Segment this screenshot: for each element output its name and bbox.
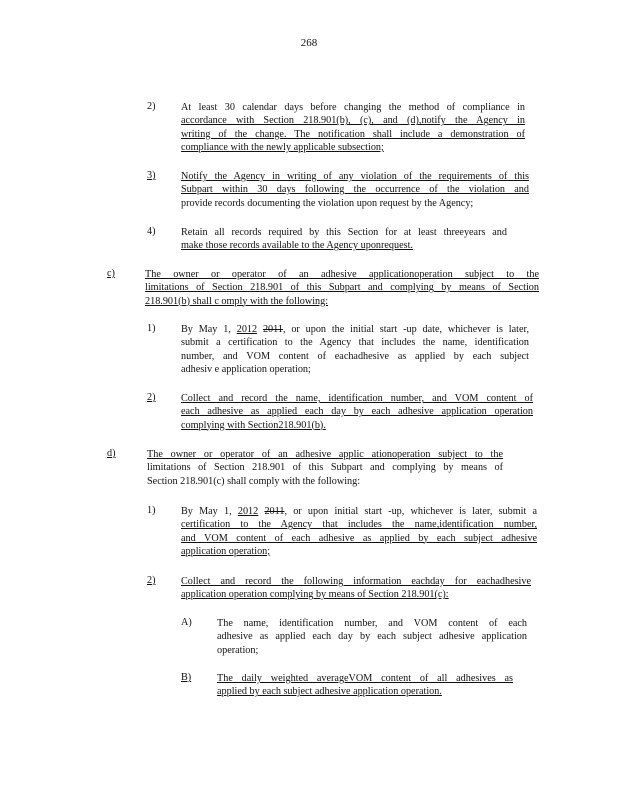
text-line: accordance with Section 218.901(b), (c), and (d),notify the Agency in	[181, 115, 525, 127]
paragraph-section-c	[145, 268, 539, 308]
paragraph-c-item-1-certification	[181, 323, 529, 376]
page-number: 268	[300, 37, 318, 49]
text-line: Notify the Agency in writing of any violation of the requirements of this	[181, 171, 529, 182]
inserted-year: 2012	[237, 506, 259, 517]
text-line: Collect and record the name, identification number, and VOM content of	[181, 393, 533, 404]
item-label: 3)	[147, 170, 156, 181]
text-line: and VOM content of each adhesive as applied by each subject adhesive	[181, 532, 537, 544]
text-line: applied by each subject adhesive application operation.	[217, 686, 442, 698]
text-line: By May 1, 2012 2011, or upon the initial start -up date, whichever is later,	[181, 324, 530, 335]
text-line: submit a certification to the Agency that includes the name, identification	[181, 337, 529, 349]
deleted-year: 2011	[264, 506, 285, 517]
paragraph-section-d	[147, 448, 503, 488]
subitem-label: B)	[181, 672, 192, 683]
text-line: compliance with the newly applicable subsection;	[181, 141, 384, 153]
text-line: The owner or operator of an adhesive applicationoperation subject to the	[145, 269, 539, 280]
text-line: application operation complying by means of Section 218.901(c):	[181, 589, 449, 601]
text-line: Subpart within 30 days following the occurrence of the violation and	[181, 184, 529, 196]
paragraph-d-item-1-certification	[181, 505, 537, 558]
paragraph-item-2-change-notice	[181, 101, 525, 154]
text-line: At least 30 calendar days before changing the method of compliance in	[181, 102, 525, 113]
text-line: The owner or operator of an adhesive applic ationoperation subject to the	[147, 449, 503, 460]
text-line: adhesiv e application operation;	[181, 363, 311, 375]
text-line: application operation;	[181, 545, 271, 557]
text-line: provide records documenting the violation upon request by the Agency;	[181, 197, 474, 209]
item-label: 2)	[147, 392, 156, 403]
item-label: 1)	[147, 323, 156, 334]
text-line: limitations of Section 218.901 of this Subpart and complying by means of Section	[145, 282, 539, 294]
text-line: number, and VOM content of eachadhesive as applied by each subject	[181, 350, 529, 362]
item-label: 1)	[147, 505, 156, 516]
text-line: complying with Section218.901(b).	[181, 419, 326, 431]
text-line: Collect and record the following information eachday for eachadhesive	[181, 576, 531, 587]
text-line: certification to the Agency that includes the name,identification number,	[181, 519, 537, 531]
text-line: limitations of Section 218.901 of this Subpart and complying by means of	[147, 462, 503, 474]
text-line: 218.901(b) shall c omply with the following:	[145, 295, 329, 307]
text-line: Retain all records required by this Section for at least threeyears and	[181, 227, 507, 238]
text-line: The daily weighted averageVOM content of all adhesives as	[217, 673, 513, 684]
text-line: writing of the change. The notification shall include a demonstration of	[181, 128, 525, 140]
paragraph-d-2-b-daily-average	[217, 672, 513, 699]
text-line: make those records available to the Agency uponrequest.	[181, 240, 413, 252]
text-line: Section 218.901(c) shall comply with the following:	[147, 475, 361, 487]
section-label: c)	[107, 268, 115, 279]
text-line: operation;	[217, 644, 259, 656]
paragraph-d-item-2-collect-information	[181, 575, 531, 602]
item-label: 4)	[147, 226, 156, 237]
section-label: d)	[107, 448, 116, 459]
text-line: each adhesive as applied each day by each adhesive application operation	[181, 406, 533, 418]
deleted-year: 2011	[262, 324, 283, 335]
paragraph-item-4-retain-records	[181, 226, 507, 253]
item-label: 2)	[147, 101, 156, 112]
paragraph-d-2-a-name-vom	[217, 617, 527, 657]
text-line: adhesive as applied each day by each subject adhesive application	[217, 631, 527, 643]
inserted-year: 2012	[236, 324, 258, 335]
text-line: By May 1, 2012 2011, or upon initial start -up, whichever is later, submit a	[181, 506, 538, 517]
subitem-label: A)	[181, 617, 192, 628]
text-line: The name, identification number, and VOM content of each	[217, 618, 527, 629]
paragraph-item-3-violation-notice	[181, 170, 529, 210]
paragraph-c-item-2-collect-records	[181, 392, 533, 432]
item-label: 2)	[147, 575, 156, 586]
